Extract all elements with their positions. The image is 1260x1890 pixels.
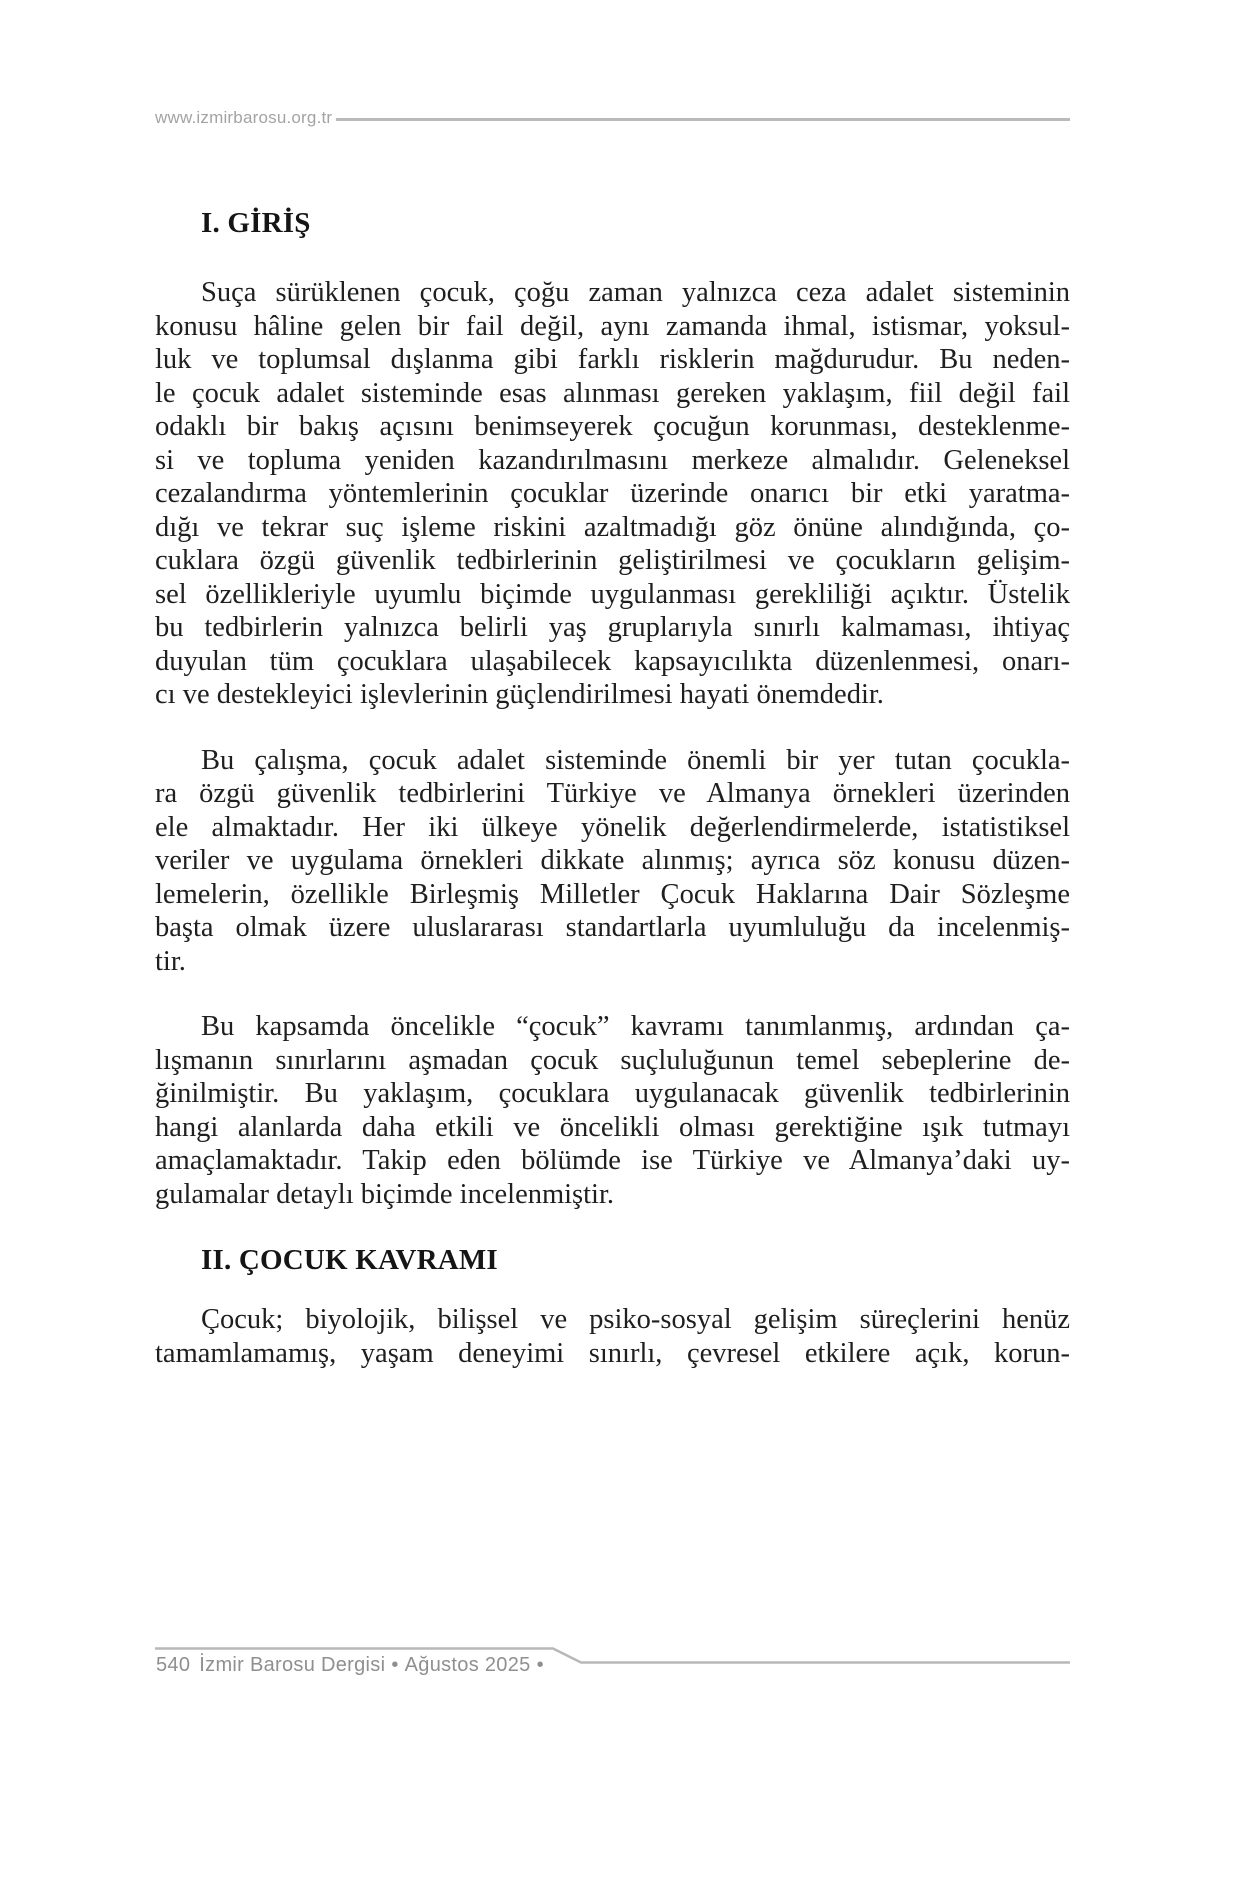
text-line: konusu hâline gelen bir fail değil, aynı zamanda ihmal, istismar, yoksul- bbox=[155, 310, 1070, 342]
text-line: bu tedbirlerin yalnızca belirli yaş gruplarıyla sınırlı kalmaması, ihtiyaç bbox=[155, 612, 1070, 643]
text-line: Bu çalışma, çocuk adalet sisteminde önemli bir yer tutan çocukla- bbox=[201, 744, 1070, 776]
page-footer bbox=[155, 1646, 1070, 1696]
text-line: ğinilmiştir. Bu yaklaşım, çocuklara uygulanacak güvenlik tedbirlerinin bbox=[155, 1078, 1070, 1109]
paragraph-2 bbox=[155, 744, 1070, 979]
text-line: Bu kapsamda öncelikle “çocuk” kavramı tanımlanmış, ardından ça- bbox=[201, 1011, 1070, 1042]
issue-date: Ağustos 2025 bbox=[404, 1654, 531, 1676]
text-line: lemelerin, özellikle Birleşmiş Milletler Çocuk Haklarına Dair Sözleşme bbox=[155, 878, 1070, 910]
text-line: odaklı bir bakış açısını benimseyerek çocuğun korunması, desteklenme- bbox=[155, 411, 1070, 442]
text-line: si ve topluma yeniden kazandırılmasını merkeze almalıdır. Geleneksel bbox=[155, 444, 1070, 476]
text-line: Suça sürüklenen çocuk, çoğu zaman yalnızca ceza adalet sisteminin bbox=[201, 277, 1070, 308]
article-body bbox=[155, 128, 1070, 1370]
paragraph-1 bbox=[155, 276, 1070, 712]
paragraph-3 bbox=[155, 1010, 1070, 1211]
header-rule bbox=[336, 118, 1070, 121]
footer-separator: • bbox=[391, 1654, 399, 1676]
section-heading-cocuk-kavrami: II. ÇOCUK KAVRAMI bbox=[201, 1244, 498, 1276]
text-line: veriler ve uygulama örnekleri dikkate alınmış; ayrıca söz konusu düzen- bbox=[155, 845, 1070, 876]
text-line: cezalandırma yöntemlerinin çocuklar üzerinde onarıcı bir etki yaratma- bbox=[155, 478, 1070, 509]
text-line: tir. bbox=[155, 945, 186, 977]
text-line: dığı ve tekrar suç işleme riskini azaltmadığı göz önüne alındığında, ço- bbox=[155, 511, 1070, 543]
text-line: luk ve toplumsal dışlanma gibi farklı risklerin mağdurudur. Bu neden- bbox=[155, 344, 1070, 375]
footer-text bbox=[156, 1654, 550, 1677]
section-heading-giris: I. GİRİŞ bbox=[201, 207, 311, 239]
text-line: gulamalar detaylı biçimde incelenmiştir. bbox=[155, 1178, 615, 1210]
text-line: Çocuk; biyolojik, bilişsel ve psiko-sosyal gelişim süreçlerini henüz bbox=[201, 1304, 1070, 1335]
text-line: cuklara özgü güvenlik tedbirlerinin geliştirilmesi ve çocukların gelişim- bbox=[155, 545, 1070, 576]
text-line: başta olmak üzere uluslararası standartlarla uyumluluğu da incelenmiş- bbox=[155, 912, 1070, 943]
text-line: cı ve destekleyici işlevlerinin güçlendirilmesi hayati önemdedir. bbox=[155, 679, 884, 710]
text-line: le çocuk adalet sisteminde esas alınması gereken yaklaşım, fiil değil fail bbox=[155, 377, 1070, 409]
footer-trailing-separator: • bbox=[536, 1654, 544, 1676]
page-header bbox=[155, 108, 1070, 128]
header-url: www.izmirbarosu.org.tr bbox=[155, 108, 333, 127]
page-number: 540 bbox=[156, 1654, 191, 1676]
text-line: ra özgü güvenlik tedbirlerini Türkiye ve Almanya örnekleri üzerinden bbox=[155, 778, 1070, 809]
text-line: duyulan tüm çocuklara ulaşabilecek kapsayıcılıkta düzenlenmesi, onarı- bbox=[155, 645, 1070, 677]
journal-name: İzmir Barosu Dergisi bbox=[199, 1654, 386, 1676]
text-line: amaçlamaktadır. Takip eden bölümde ise Türkiye ve Almanya’daki uy- bbox=[155, 1145, 1070, 1176]
text-line: lışmanın sınırlarını aşmadan çocuk suçluluğunun temel sebeplerine de- bbox=[155, 1044, 1070, 1076]
text-line: hangi alanlarda daha etkili ve öncelikli olması gerektiğine ışık tutmayı bbox=[155, 1111, 1070, 1143]
paragraph-4 bbox=[155, 1303, 1070, 1370]
text-line: sel özellikleriyle uyumlu biçimde uygulanması gerekliliği açıktır. Üstelik bbox=[155, 578, 1070, 610]
text-line: ele almaktadır. Her iki ülkeye yönelik değerlendirmelerde, istatistiksel bbox=[155, 811, 1070, 843]
text-line: tamamlamamış, yaşam deneyimi sınırlı, çevresel etkilere açık, korun- bbox=[155, 1337, 1070, 1369]
